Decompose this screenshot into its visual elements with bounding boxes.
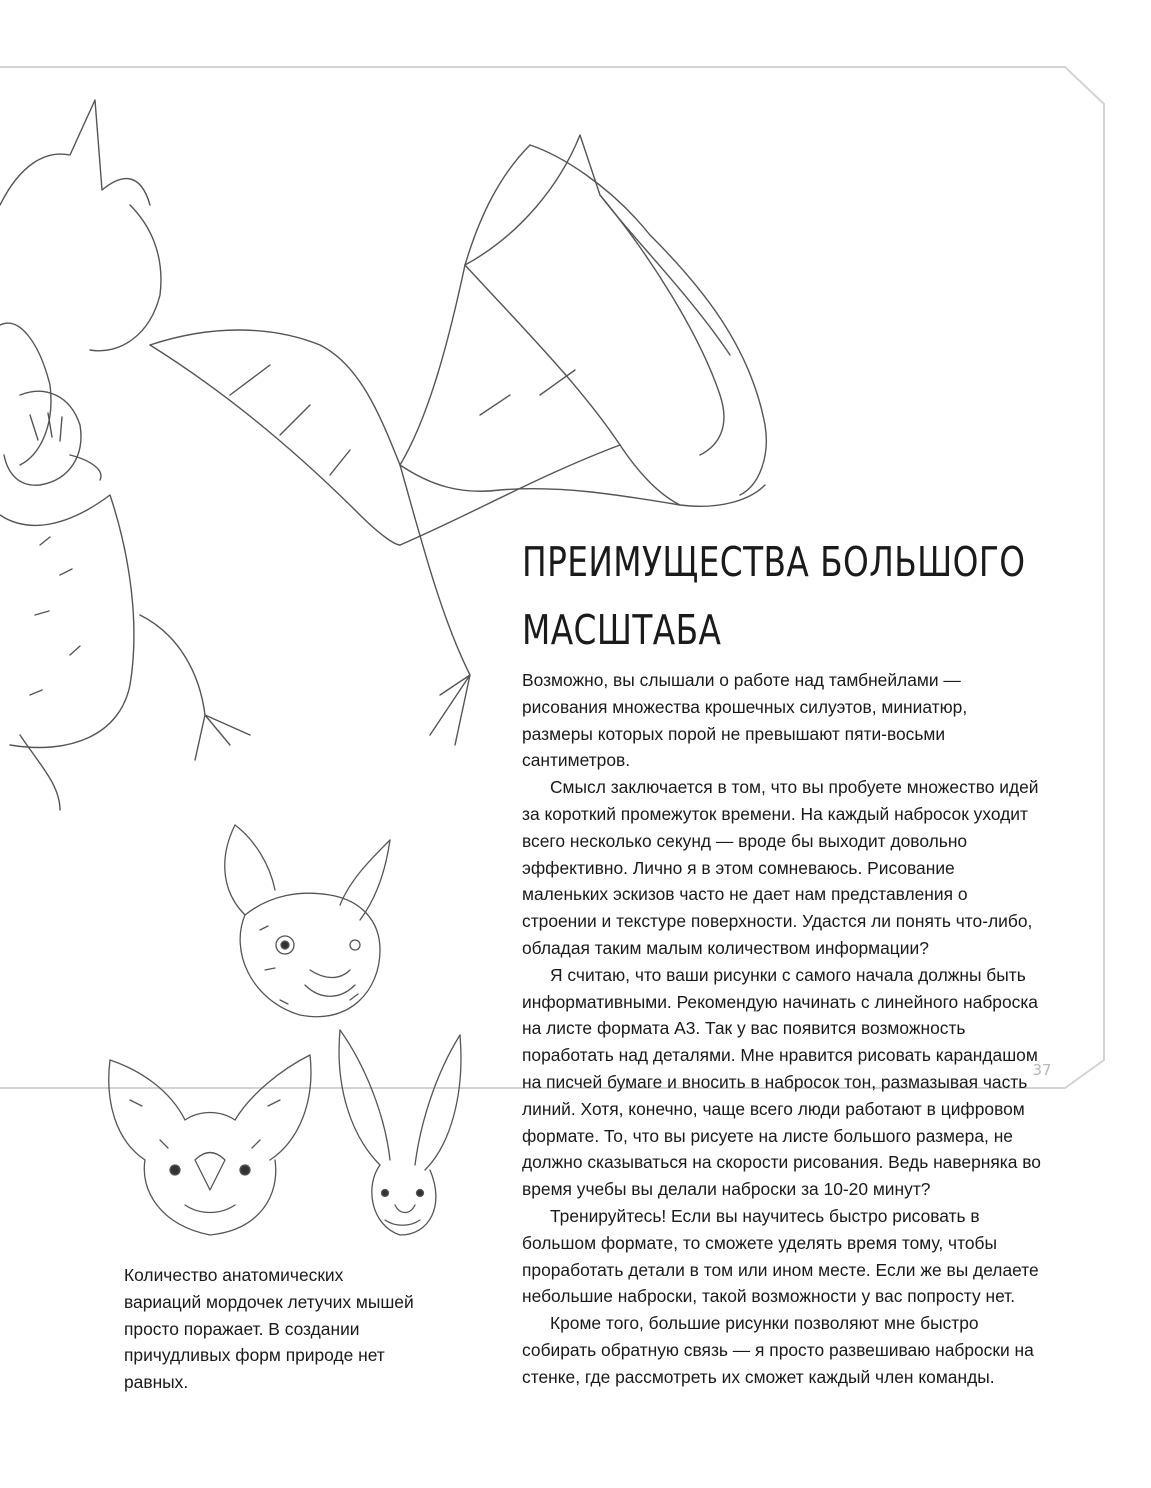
article-body xyxy=(522,667,1042,1391)
bat-head-sketch xyxy=(190,820,420,1035)
paragraph: Я считаю, что ваши рисунки с самого начала должны быть информативными. Рекомендую начинать с линейного наброска на листе формата А3. Так у вас появится возможность поработать над деталями. Мне нравится рисовать карандашом на писчей бумаге и вносить в набросок тон, размазывая часть линий. Хотя, конечно, чаще всего люди работают в цифровом формате. То, что вы рисуете на листе большого размера, не должно сказываться на скорости рисования. Ведь наверняка во время учебы вы делали наброски за 10-20 минут? xyxy=(522,964,1041,1200)
article-heading xyxy=(522,528,1026,664)
page-number: 37 xyxy=(1032,1061,1052,1079)
article-heading-line-2: МАСШТАБА xyxy=(522,606,722,654)
paragraph: Смысл заключается в том, что вы пробуете множество идей за короткий промежуток времени. На каждый набросок уходит всего несколько секунд — вроде бы выходит довольно эффективно. Лично я в этом сомневаюсь. Рисование маленьких эскизов часто не дает нам представления о строении и текстуре поверхности. Удастся ли понять что-либо, обладая таким малым количеством информации? xyxy=(522,777,1039,958)
article-heading-line-1: ПРЕИМУЩЕСТВА БОЛЬШОГО xyxy=(522,538,1026,586)
paragraph: Кроме того, большие рисунки позволяют мне быстро собирать обратную связь — я просто развешиваю наброски на стенке, где рассмотреть их сможет каждый член команды. xyxy=(522,1313,1034,1387)
paragraph: Возможно, вы слышали о работе над тамбнейлами — рисования множества крошечных силуэтов, миниатюр, размеры которых порой не превышают пяти-восьми сантиметров. xyxy=(522,670,968,771)
bat-face-sketch-wide-ears xyxy=(100,1040,320,1250)
bat-face-sketch-long-ears xyxy=(325,1025,470,1245)
figure-caption: Количество анатомических вариаций мордочек летучих мышей просто поражает. В создании причудливых форм природе нет равных. xyxy=(124,1265,414,1393)
paragraph: Тренируйтесь! Если вы научитесь быстро рисовать в большом формате, то сможете уделять время тому, чтобы проработать детали в том или ином месте. Если же вы делаете небольшие наброски, такой возможности у вас попросту нет. xyxy=(522,1205,1039,1307)
